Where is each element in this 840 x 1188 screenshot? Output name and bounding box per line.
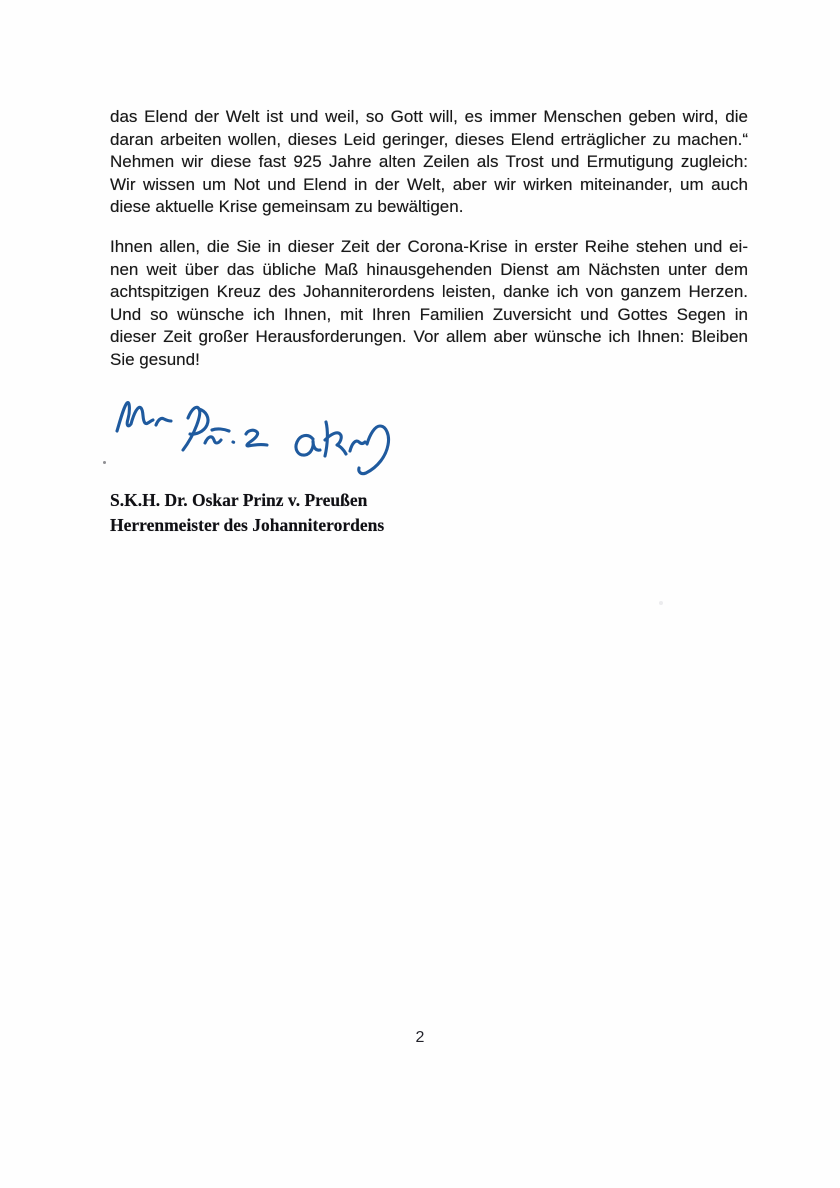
text-line: achtspitzigen Kreuz des Johanniterordens leisten, danke ich von ganzem Herzen.: [110, 282, 748, 302]
paragraph-2: [110, 236, 748, 372]
text-line: Nehmen wir diese fast 925 Jahre alten Zeilen als Trost und Ermutigung zugleich:: [110, 152, 748, 172]
text-line: nen weit über das übliche Maß hinausgehenden Dienst am Nächsten unter dem: [110, 259, 748, 279]
text-line: dieser Zeit großer Herausforderungen. Vor allem aber wünsche ich Ihnen: Bleiben: [110, 327, 748, 347]
text-line: Und so wünsche ich Ihnen, mit Ihren Familien Zuversicht und Gottes Segen in: [110, 304, 748, 324]
text-line: daran arbeiten wollen, dieses Leid geringer, dieses Elend erträglicher zu machen.“: [110, 129, 748, 149]
letter-body: [110, 106, 748, 372]
text-line: Wir wissen um Not und Elend in der Welt, aber wir wirken miteinander, um auch: [110, 174, 748, 194]
signer-name: S.K.H. Dr. Oskar Prinz v. Preußen: [110, 490, 368, 510]
text-line: diese aktuelle Krise gemeinsam zu bewältigen.: [110, 197, 464, 217]
text-line: Sie gesund!: [110, 349, 200, 369]
signature-block: [110, 488, 384, 538]
scan-speck: [103, 461, 106, 464]
paragraph-1: [110, 106, 748, 219]
handwritten-signature: [100, 388, 400, 488]
signer-title: Herrenmeister des Johanniterordens: [110, 515, 385, 535]
text-line: Ihnen allen, die Sie in dieser Zeit der Corona-Krise in erster Reihe stehen und ei-: [110, 236, 748, 256]
text-line: das Elend der Welt ist und weil, so Gott will, es immer Menschen geben wird, die: [110, 107, 748, 126]
page-number: 2: [415, 1029, 425, 1046]
scan-speck: [659, 601, 663, 605]
signature-strokes: [117, 403, 389, 474]
